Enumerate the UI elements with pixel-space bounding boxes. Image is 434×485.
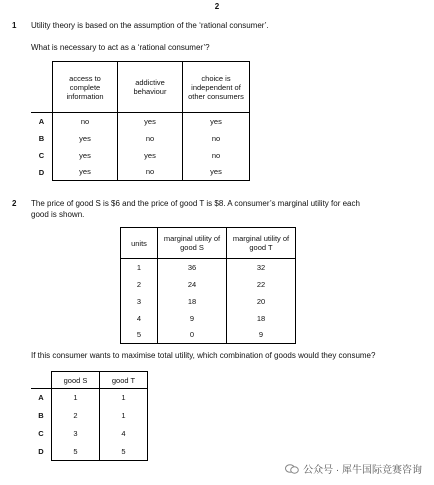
table-row — [31, 147, 250, 164]
table-cell: 2 — [121, 276, 158, 293]
table-row — [31, 443, 148, 461]
header-units: units — [121, 228, 158, 259]
table-row — [121, 327, 296, 344]
option-label: B — [31, 407, 52, 425]
option-label: C — [31, 147, 53, 164]
page-number: 2 — [214, 2, 220, 11]
table-cell: yes — [53, 130, 118, 147]
table-cell: no — [53, 113, 118, 130]
table-cell: yes — [53, 147, 118, 164]
question-2-prompt: If this consumer wants to maximise total utility, which combination of goods would they consume? — [31, 351, 376, 360]
blank-header-cell — [31, 62, 53, 113]
table-row — [31, 425, 148, 443]
table-cell: 20 — [227, 293, 296, 310]
table-cell: 4 — [121, 310, 158, 327]
table-cell: 18 — [158, 293, 227, 310]
table-cell: 24 — [158, 276, 227, 293]
option-label: A — [31, 389, 52, 407]
header-mu-good-s: marginal utility of good S — [158, 228, 227, 259]
question-1-options-table — [31, 61, 250, 181]
option-label: D — [31, 164, 53, 181]
table-cell: 5 — [121, 327, 158, 344]
header-addictive: addictive behaviour — [118, 62, 183, 113]
watermark — [285, 461, 422, 476]
table-cell: yes — [118, 147, 183, 164]
question-2-options-table — [31, 371, 148, 461]
option-label: C — [31, 425, 52, 443]
table-cell: no — [118, 164, 183, 181]
table-cell: yes — [183, 164, 250, 181]
table-cell: 5 — [52, 443, 100, 461]
table-cell: no — [118, 130, 183, 147]
table-cell: 9 — [158, 310, 227, 327]
table-cell: no — [183, 147, 250, 164]
question-2-number: 2 — [12, 199, 17, 208]
question-2-stem-line-2: good is shown. — [31, 210, 85, 219]
table-row — [31, 130, 250, 147]
table-cell: 1 — [100, 389, 148, 407]
table-cell: no — [183, 130, 250, 147]
wechat-icon — [285, 464, 299, 474]
table-cell: 2 — [52, 407, 100, 425]
table-cell: yes — [53, 164, 118, 181]
table-cell: 4 — [100, 425, 148, 443]
table-cell: 0 — [158, 327, 227, 344]
table-cell: 32 — [227, 259, 296, 276]
table-cell: 3 — [52, 425, 100, 443]
header-good-t: good T — [100, 372, 148, 389]
table-row — [31, 113, 250, 130]
table-row — [121, 259, 296, 276]
table-cell: 22 — [227, 276, 296, 293]
option-label: A — [31, 113, 53, 130]
question-1-stem: Utility theory is based on the assumption of the ‘rational consumer’. — [31, 21, 269, 30]
table-row — [31, 389, 148, 407]
table-cell: yes — [118, 113, 183, 130]
table-row — [31, 164, 250, 181]
question-1-number: 1 — [12, 21, 17, 30]
table-row — [31, 407, 148, 425]
table-cell: 1 — [121, 259, 158, 276]
table-cell: 36 — [158, 259, 227, 276]
table-cell: 18 — [227, 310, 296, 327]
table-cell: 3 — [121, 293, 158, 310]
header-access-info: access to complete information — [53, 62, 118, 113]
table-row — [121, 276, 296, 293]
marginal-utility-table — [120, 227, 296, 344]
option-label: D — [31, 443, 52, 461]
table-cell: yes — [183, 113, 250, 130]
header-independent-choice: choice is independent of other consumers — [183, 62, 250, 113]
table-cell: 5 — [100, 443, 148, 461]
table-row — [121, 293, 296, 310]
blank-header-cell — [31, 372, 52, 389]
table-cell: 1 — [52, 389, 100, 407]
watermark-text: 公众号 · 犀牛国际竞赛咨询 — [303, 465, 422, 476]
question-1-prompt: What is necessary to act as a ‘rational consumer’? — [31, 43, 210, 52]
table-row — [121, 310, 296, 327]
option-label: B — [31, 130, 53, 147]
header-mu-good-t: marginal utility of good T — [227, 228, 296, 259]
table-cell: 9 — [227, 327, 296, 344]
question-2-stem-line-1: The price of good S is $6 and the price of good T is $8. A consumer’s marginal utility for each — [31, 199, 360, 208]
table-cell: 1 — [100, 407, 148, 425]
header-good-s: good S — [52, 372, 100, 389]
